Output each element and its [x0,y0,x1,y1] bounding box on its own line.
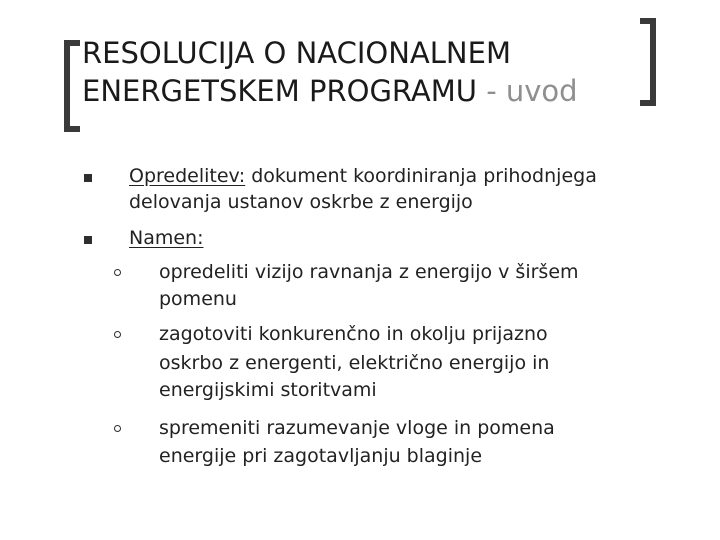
sub-item-2-line-1: zagotoviti konkurenčno in okolju prijazno [159,323,548,345]
sub-item-2-line-2: oskrbo z energenti, električno energijo in [159,352,550,374]
title-subtitle: - uvod [476,74,578,108]
bullet-purpose [129,225,204,251]
circle-bullet-icon [114,269,121,276]
circle-bullet-icon [114,425,121,432]
sub-item-3-line-1: spremeniti razumevanje vloge in pomena [159,417,555,439]
circle-bullet-icon [114,331,121,338]
title-line-2-text: ENERGETSKEM PROGRAMU [82,74,477,108]
definition-text: dokument koordiniranja prihodnjega [245,165,597,187]
title-line-1: RESOLUCIJA O NACIONALNEM [82,36,511,70]
square-bullet-icon [84,174,92,182]
purpose-term: Namen: [129,227,204,249]
bullet-definition-line-2: delovanja ustanov oskrbe z energijo [129,191,473,213]
definition-term: Opredelitev: [129,165,246,187]
sub-item-1-line-1: opredeliti vizijo ravnanja z energijo v širšem [159,261,579,283]
bullet-definition-line-1 [129,163,597,189]
sub-item-2-line-3: energijskimi storitvami [159,379,377,401]
sub-item-1-line-2: pomenu [159,288,237,310]
square-bullet-icon [84,236,92,244]
sub-item-3-line-2: energije pri zagotavljanju blaginje [159,445,483,467]
